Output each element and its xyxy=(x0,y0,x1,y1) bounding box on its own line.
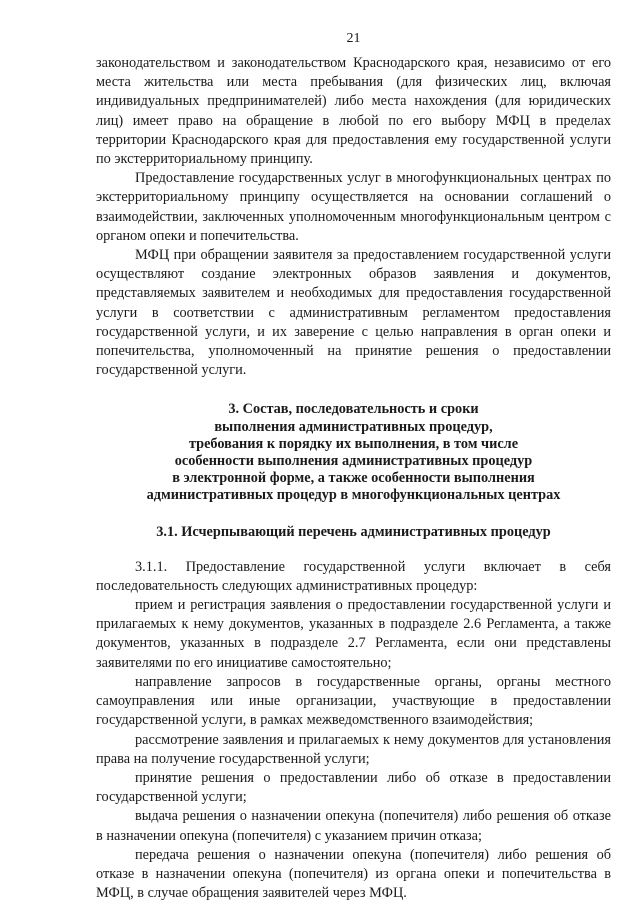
list-paragraph: выдача решения о назначении опекуна (попечителя) либо решения об отказе в назначении опекуна (попечителя) с указанием причин отказа; xyxy=(96,808,611,844)
page-number: 21 xyxy=(346,31,361,46)
section-heading-line: требования к порядку их выполнения, в том числе xyxy=(188,435,519,452)
list-paragraph: направление запросов в государственные органы, органы местного самоуправления или иные организации, участвующие в предоставлении государственной услуги, в рамках межведомственного взаимодействия; xyxy=(96,673,611,729)
document-page xyxy=(96,0,611,902)
section-heading xyxy=(96,401,611,504)
list-paragraph: прием и регистрация заявления о предоставлении государственной услуги и прилагаемых к нему документов, указанных в подразделе 2.6 Регламента, а также документов, указанных в подразделе 2.7 Регламента, если они представлены заявителями по его инициативе самостоятельно; xyxy=(96,597,611,671)
paragraph: МФЦ при обращении заявителя за предоставлением государственной услуги осуществляют создание электронных образов заявления и документов, представляемых заявителем и необходимых для предоставления государственной услуги в соответствии с административным регламентом предоставления государственной услуги, и их заверение с целью направления в орган опеки и попечительства, уполномоченный на принятие решения о предоставлении государственной услуги. xyxy=(96,247,611,379)
document-body xyxy=(96,54,611,903)
paragraph: 3.1.1. Предоставление государственной услуги включает в себя последовательность следующих административных процедур: xyxy=(96,558,611,594)
subsection-heading: 3.1. Исчерпывающий перечень административных процедур xyxy=(156,523,551,540)
section-heading-line: выполнения административных процедур, xyxy=(214,418,493,435)
paragraph: законодательством и законодательством Краснодарского края, независимо от его места жительства или места пребывания (для физических лиц, включая индивидуальных предпринимателей) либо места нахождения (для юридических лиц) имеет право на обращение в любой по его выбору МФЦ в пределах территории Краснодарского края для предоставления ему государственной услуги по экстерриториальному принципу. xyxy=(96,55,611,168)
paragraph: Предоставление государственных услуг в многофункциональных центрах по экстерриториальному принципу осуществляется на основании соглашений о взаимодействии, заключенных уполномоченным многофункциональным центром с органом опеки и попечительства. xyxy=(96,170,611,244)
section-heading-line: особенности выполнения административных процедур xyxy=(174,453,533,470)
top-paragraphs xyxy=(96,54,611,380)
list-paragraph: передача решения о назначении опекуна (попечителя) либо решения об отказе в назначении опекуна (попечителя) из органа опеки и попечительства в МФЦ, в случае обращения заявителей через МФЦ. xyxy=(96,846,611,902)
list-paragraph: принятие решения о предоставлении либо об отказе в предоставлении государственной услуги; xyxy=(96,769,611,806)
section-heading-line: в электронной форме, а также особенности выполнения xyxy=(172,470,535,487)
section-heading-line: 3. Состав, последовательность и сроки xyxy=(228,401,479,418)
section-heading-line: административных процедур в многофункциональных центрах xyxy=(146,487,561,504)
list-paragraph: рассмотрение заявления и прилагаемых к нему документов для установления права на получение государственной услуги; xyxy=(96,731,611,767)
bottom-paragraphs xyxy=(96,558,611,903)
